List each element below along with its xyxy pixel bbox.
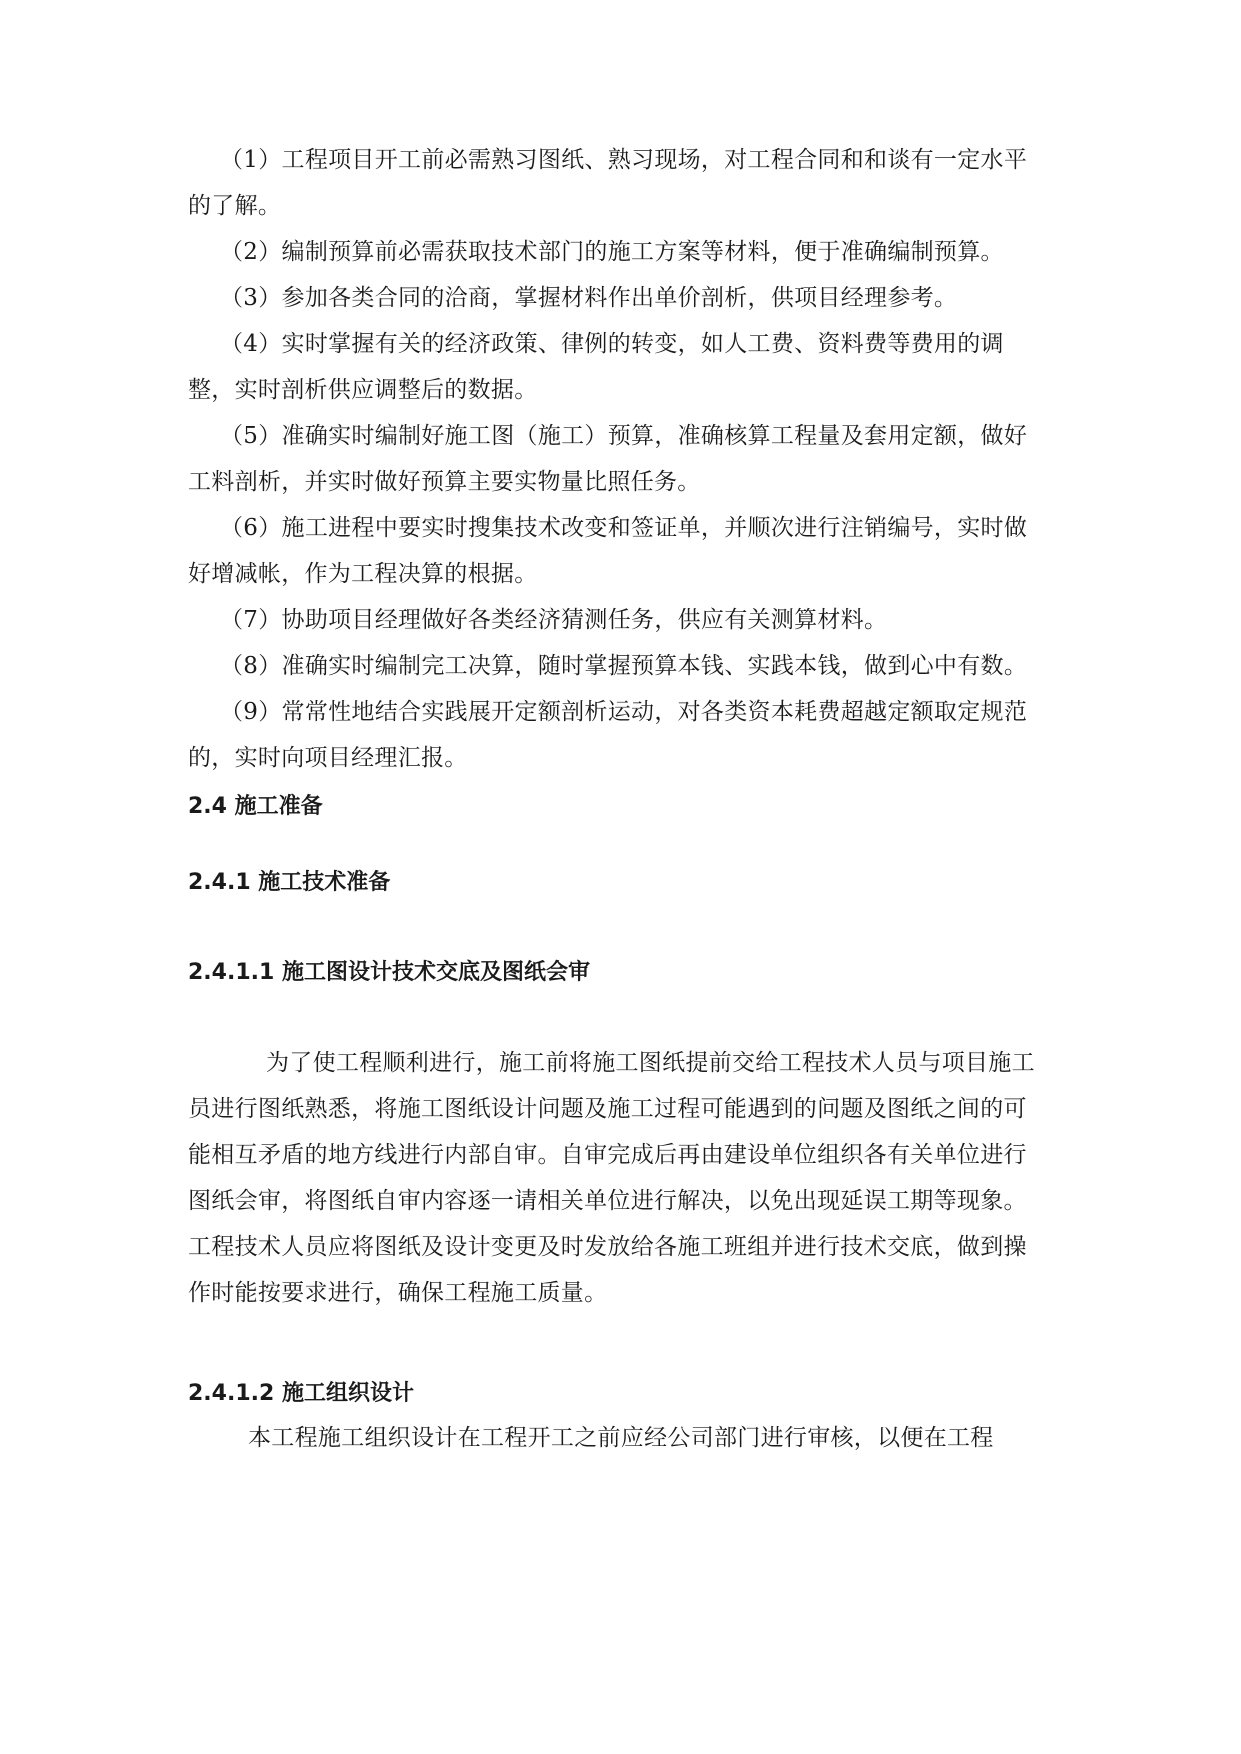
section-heading-2-4-1-1: 2.4.1.1 施工图设计技术交底及图纸会审 [188, 960, 590, 985]
section-heading-2-4-1: 2.4.1 施工技术准备 [188, 870, 391, 895]
list-item-6: （6）施工进程中要实时搜集技术改变和签证单，并顺次进行注销编号，实时做好增减帐，作为工程决算的根据。 [188, 515, 1028, 587]
list-item-9: （9）常常性地结合实践展开定额剖析运动，对各类资本耗费超越定额取定规范的，实时向项目经理汇报。 [188, 699, 1028, 771]
list-item-7: （7）协助项目经理做好各类经济猜测任务，供应有关测算材料。 [220, 607, 888, 633]
section-heading-2-4: 2.4 施工准备 [188, 794, 323, 819]
body-paragraph-construction-org: 本工程施工组织设计在工程开工之前应经公司部门进行审核，以便在工程 [248, 1425, 994, 1451]
list-item-2: （2）编制预算前必需获取技术部门的施工方案等材料，便于准确编制预算。 [220, 239, 1004, 265]
body-paragraph-drawing-review: 为了使工程顺利进行，施工前将施工图纸提前交给工程技术人员与项目施工员进行图纸熟悉，将施工图纸设计问题及施工过程可能遇到的问题及图纸之间的可能相互矛盾的地方线进行内部自审。自审完成后再由建设单位组织各有关单位进行图纸会审，将图纸自审内容逐一请相关单位进行解决，以免出现延误工期等现象。工程技术人员应将图纸及设计变更及时发放给各施工班组并进行技术交底，做到操作时能按要求进行，确保工程施工质量。 [188, 1050, 1035, 1306]
section-heading-2-4-1-2: 2.4.1.2 施工组织设计 [188, 1381, 414, 1406]
list-item-1: （1）工程项目开工前必需熟习图纸、熟习现场，对工程合同和和谈有一定水平的了解。 [188, 147, 1028, 219]
list-item-4: （4）实时掌握有关的经济政策、律例的转变，如人工费、资料费等费用的调整，实时剖析供应调整后的数据。 [188, 331, 1004, 403]
list-item-5: （5）准确实时编制好施工图（施工）预算，准确核算工程量及套用定额，做好工料剖析，并实时做好预算主要实物量比照任务。 [188, 423, 1028, 495]
list-item-8: （8）准确实时编制完工决算，随时掌握预算本钱、实践本钱，做到心中有数。 [220, 653, 1028, 679]
list-item-3: （3）参加各类合同的洽商，掌握材料作出单价剖析，供项目经理参考。 [220, 285, 958, 311]
